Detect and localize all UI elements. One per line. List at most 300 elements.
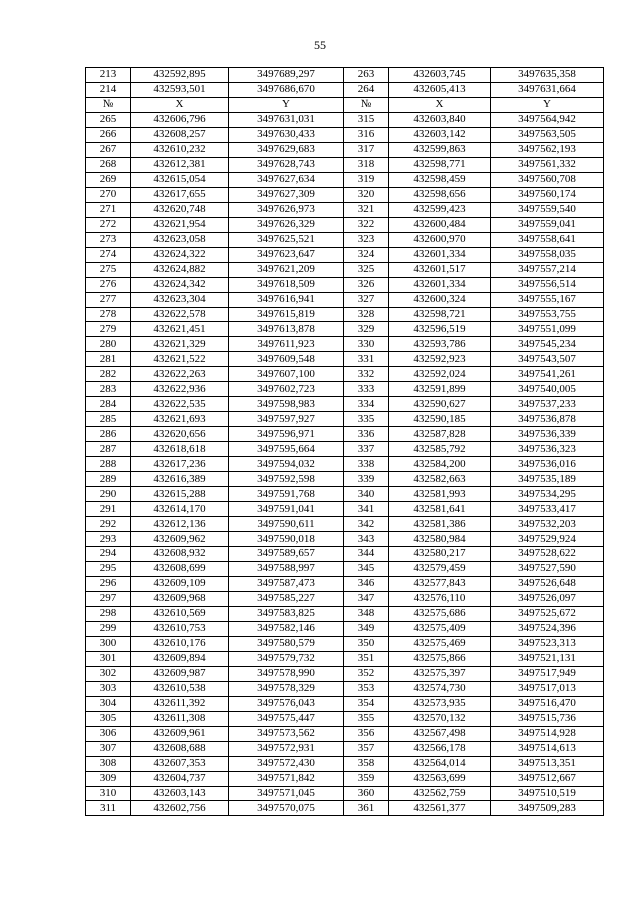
table-cell: 346 (344, 576, 389, 591)
table-cell: 302 (86, 666, 131, 681)
table-cell: 432590,627 (389, 397, 491, 412)
table-cell: 432576,110 (389, 591, 491, 606)
table-cell: 432598,771 (389, 157, 491, 172)
table-cell: 3497537,233 (491, 397, 604, 412)
table-cell: 3497580,579 (229, 636, 344, 651)
table-cell: 359 (344, 771, 389, 786)
table-cell: 333 (344, 382, 389, 397)
table-row (86, 127, 604, 142)
table-cell: 287 (86, 442, 131, 457)
table-cell: 432562,759 (389, 786, 491, 801)
table-cell: 348 (344, 606, 389, 621)
table-cell: 3497526,648 (491, 576, 604, 591)
table-cell: 271 (86, 202, 131, 217)
table-cell: 3497562,193 (491, 142, 604, 157)
table-cell: 432580,984 (389, 532, 491, 547)
table-cell: 3497618,509 (229, 277, 344, 292)
table-cell: 432608,932 (131, 547, 229, 562)
table-cell: 273 (86, 232, 131, 247)
table-cell: 432585,792 (389, 442, 491, 457)
table-cell: 432610,176 (131, 636, 229, 651)
table-row (86, 262, 604, 277)
table-cell: 336 (344, 427, 389, 442)
table-cell: 281 (86, 352, 131, 367)
table-row (86, 82, 604, 97)
table-cell: 432611,392 (131, 696, 229, 711)
table-row (86, 547, 604, 562)
table-cell: 432603,840 (389, 112, 491, 127)
table-cell: 432587,828 (389, 427, 491, 442)
table-cell: 319 (344, 172, 389, 187)
table-cell: 3497609,548 (229, 352, 344, 367)
table-cell: 304 (86, 696, 131, 711)
table-cell: 269 (86, 172, 131, 187)
table-cell: 288 (86, 457, 131, 472)
table-cell: 347 (344, 591, 389, 606)
table-row (86, 621, 604, 636)
table-cell: 3497536,878 (491, 412, 604, 427)
table-cell: 289 (86, 472, 131, 487)
table-cell: 298 (86, 606, 131, 621)
table-cell: 3497558,641 (491, 232, 604, 247)
table-cell: 3497528,622 (491, 547, 604, 562)
table-cell: 3497560,708 (491, 172, 604, 187)
table-cell: 351 (344, 651, 389, 666)
table-cell: 432584,200 (389, 457, 491, 472)
table-cell: 432612,136 (131, 517, 229, 532)
table-row (86, 172, 604, 187)
table-cell: 432621,451 (131, 322, 229, 337)
table-cell: 432592,923 (389, 352, 491, 367)
table-cell: 332 (344, 367, 389, 382)
table-cell: 340 (344, 487, 389, 502)
table-cell: 345 (344, 561, 389, 576)
table-cell: 432612,381 (131, 157, 229, 172)
table-cell: 3497615,819 (229, 307, 344, 322)
table-row (86, 142, 604, 157)
table-cell: 432600,484 (389, 217, 491, 232)
table-cell: 3497541,261 (491, 367, 604, 382)
header-cell: Y (491, 97, 604, 112)
table-cell: 275 (86, 262, 131, 277)
table-row (86, 397, 604, 412)
table-cell: 3497582,146 (229, 621, 344, 636)
table-row (86, 756, 604, 771)
table-cell: 432603,143 (131, 786, 229, 801)
table-cell: 331 (344, 352, 389, 367)
table-cell: 432596,519 (389, 322, 491, 337)
table-row (86, 412, 604, 427)
table-cell: 432575,469 (389, 636, 491, 651)
table-cell: 432581,993 (389, 487, 491, 502)
table-cell: 3497536,339 (491, 427, 604, 442)
table-cell: 3497545,234 (491, 337, 604, 352)
table-cell: 432609,968 (131, 591, 229, 606)
table-cell: 3497602,723 (229, 382, 344, 397)
table-row (86, 561, 604, 576)
table-cell: 282 (86, 367, 131, 382)
table-cell: 355 (344, 711, 389, 726)
table-cell: 3497578,990 (229, 666, 344, 681)
table-row (86, 427, 604, 442)
table-cell: 432567,498 (389, 726, 491, 741)
table-cell: 432621,693 (131, 412, 229, 427)
table-row (86, 532, 604, 547)
table-row (86, 472, 604, 487)
table-header-row (86, 97, 604, 112)
table-cell: 3497526,097 (491, 591, 604, 606)
table-cell: 3497564,942 (491, 112, 604, 127)
table-cell: 361 (344, 801, 389, 816)
table-cell: 3497510,519 (491, 786, 604, 801)
table-cell: 3497576,043 (229, 696, 344, 711)
table-cell: 432608,699 (131, 561, 229, 576)
table-row (86, 68, 604, 83)
table-cell: 432563,699 (389, 771, 491, 786)
table-row (86, 771, 604, 786)
table-cell: 3497635,358 (491, 68, 604, 83)
table-row (86, 696, 604, 711)
table-cell: 432622,263 (131, 367, 229, 382)
table-cell: 266 (86, 127, 131, 142)
table-cell: 432623,058 (131, 232, 229, 247)
table-cell: 354 (344, 696, 389, 711)
table-cell: 3497625,521 (229, 232, 344, 247)
table-cell: 311 (86, 801, 131, 816)
table-row (86, 666, 604, 681)
table-cell: 324 (344, 247, 389, 262)
table-cell: 432622,578 (131, 307, 229, 322)
table-cell: 432600,970 (389, 232, 491, 247)
table-cell: 432603,142 (389, 127, 491, 142)
coordinates-table-body (86, 68, 604, 816)
table-cell: 432610,538 (131, 681, 229, 696)
table-cell: 265 (86, 112, 131, 127)
table-cell: 3497611,923 (229, 337, 344, 352)
table-cell: 3497536,323 (491, 442, 604, 457)
table-cell: 299 (86, 621, 131, 636)
table-cell: 3497594,032 (229, 457, 344, 472)
table-row (86, 487, 604, 502)
table-cell: 323 (344, 232, 389, 247)
table-cell: 432624,342 (131, 277, 229, 292)
table-cell: 3497535,189 (491, 472, 604, 487)
table-cell: 315 (344, 112, 389, 127)
table-row (86, 157, 604, 172)
table-cell: 3497686,670 (229, 82, 344, 97)
table-cell: 3497628,743 (229, 157, 344, 172)
table-row (86, 322, 604, 337)
table-cell: 432605,413 (389, 82, 491, 97)
table-cell: 3497591,768 (229, 487, 344, 502)
table-cell: 3497524,396 (491, 621, 604, 636)
table-cell: 432609,894 (131, 651, 229, 666)
table-cell: 276 (86, 277, 131, 292)
table-cell: 432580,217 (389, 547, 491, 562)
table-cell: 3497523,313 (491, 636, 604, 651)
table-cell: 3497626,973 (229, 202, 344, 217)
table-cell: 278 (86, 307, 131, 322)
table-cell: 3497588,997 (229, 561, 344, 576)
table-cell: 432593,501 (131, 82, 229, 97)
table-cell: 3497512,667 (491, 771, 604, 786)
table-cell: 432608,688 (131, 741, 229, 756)
table-cell: 334 (344, 397, 389, 412)
table-cell: 344 (344, 547, 389, 562)
table-cell: 338 (344, 457, 389, 472)
table-cell: 432601,334 (389, 277, 491, 292)
table-cell: 310 (86, 786, 131, 801)
table-cell: 290 (86, 487, 131, 502)
table-cell: 3497571,045 (229, 786, 344, 801)
table-row (86, 352, 604, 367)
table-row (86, 517, 604, 532)
table-row (86, 636, 604, 651)
table-cell: 300 (86, 636, 131, 651)
table-cell: 285 (86, 412, 131, 427)
table-cell: 353 (344, 681, 389, 696)
table-cell: 432598,656 (389, 187, 491, 202)
table-cell: 3497513,351 (491, 756, 604, 771)
table-cell: 358 (344, 756, 389, 771)
table-cell: 432609,962 (131, 532, 229, 547)
table-cell: 3497607,100 (229, 367, 344, 382)
table-cell: 292 (86, 517, 131, 532)
table-cell: 3497689,297 (229, 68, 344, 83)
table-cell: 277 (86, 292, 131, 307)
table-row (86, 726, 604, 741)
table-cell: 3497514,613 (491, 741, 604, 756)
table-row (86, 502, 604, 517)
table-cell: 3497616,941 (229, 292, 344, 307)
table-row (86, 382, 604, 397)
table-cell: 432610,569 (131, 606, 229, 621)
table-cell: 3497559,540 (491, 202, 604, 217)
table-cell: 432609,987 (131, 666, 229, 681)
table-cell: 270 (86, 187, 131, 202)
table-cell: 3497525,672 (491, 606, 604, 621)
header-cell: № (86, 97, 131, 112)
table-cell: 301 (86, 651, 131, 666)
table-cell: 3497532,203 (491, 517, 604, 532)
table-cell: 432608,257 (131, 127, 229, 142)
table-cell: 432621,329 (131, 337, 229, 352)
table-cell: 3497521,131 (491, 651, 604, 666)
table-cell: 432599,863 (389, 142, 491, 157)
table-cell: 321 (344, 202, 389, 217)
table-row (86, 786, 604, 801)
table-cell: 283 (86, 382, 131, 397)
table-row (86, 711, 604, 726)
table-row (86, 232, 604, 247)
table-row (86, 681, 604, 696)
table-cell: 432601,334 (389, 247, 491, 262)
table-row (86, 606, 604, 621)
table-cell: 432570,132 (389, 711, 491, 726)
page-number: 55 (314, 38, 326, 52)
table-cell: 339 (344, 472, 389, 487)
table-cell: 263 (344, 68, 389, 83)
table-cell: 3497627,309 (229, 187, 344, 202)
table-cell: 3497583,825 (229, 606, 344, 621)
table-row (86, 576, 604, 591)
table-cell: 432566,178 (389, 741, 491, 756)
table-cell: 432575,686 (389, 606, 491, 621)
table-cell: 305 (86, 711, 131, 726)
table-cell: 432581,386 (389, 517, 491, 532)
table-cell: 3497529,924 (491, 532, 604, 547)
table-cell: 3497587,473 (229, 576, 344, 591)
table-cell: 330 (344, 337, 389, 352)
table-cell: 316 (344, 127, 389, 142)
table-cell: 337 (344, 442, 389, 457)
header-cell: X (389, 97, 491, 112)
table-cell: 3497589,657 (229, 547, 344, 562)
table-row (86, 457, 604, 472)
table-cell: 432607,353 (131, 756, 229, 771)
table-cell: 432616,389 (131, 472, 229, 487)
header-cell: X (131, 97, 229, 112)
table-cell: 317 (344, 142, 389, 157)
table-row (86, 367, 604, 382)
table-cell: 268 (86, 157, 131, 172)
table-cell: 322 (344, 217, 389, 232)
table-cell: 3497627,634 (229, 172, 344, 187)
table-cell: 432610,753 (131, 621, 229, 636)
table-cell: 432614,170 (131, 502, 229, 517)
table-cell: 3497558,035 (491, 247, 604, 262)
table-cell: 3497514,928 (491, 726, 604, 741)
table-cell: 3497621,209 (229, 262, 344, 277)
table-cell: 274 (86, 247, 131, 262)
table-cell: 357 (344, 741, 389, 756)
table-cell: 432615,288 (131, 487, 229, 502)
table-cell: 3497590,018 (229, 532, 344, 547)
table-row (86, 277, 604, 292)
table-cell: 264 (344, 82, 389, 97)
table-cell: 326 (344, 277, 389, 292)
table-row (86, 202, 604, 217)
table-cell: 432591,899 (389, 382, 491, 397)
table-row (86, 442, 604, 457)
table-cell: 320 (344, 187, 389, 202)
table-cell: 432592,895 (131, 68, 229, 83)
table-cell: 318 (344, 157, 389, 172)
table-cell: 432575,409 (389, 621, 491, 636)
table-cell: 432561,377 (389, 801, 491, 816)
table-cell: 3497631,664 (491, 82, 604, 97)
table-cell: 295 (86, 561, 131, 576)
table-cell: 432600,324 (389, 292, 491, 307)
table-cell: 284 (86, 397, 131, 412)
table-cell: 3497598,983 (229, 397, 344, 412)
table-cell: 3497553,755 (491, 307, 604, 322)
table-cell: 3497592,598 (229, 472, 344, 487)
table-cell: 349 (344, 621, 389, 636)
table-cell: 272 (86, 217, 131, 232)
table-cell: 432609,961 (131, 726, 229, 741)
table-row (86, 741, 604, 756)
table-cell: 341 (344, 502, 389, 517)
table-cell: 3497533,417 (491, 502, 604, 517)
table-cell: 309 (86, 771, 131, 786)
table-cell: 3497596,971 (229, 427, 344, 442)
table-row (86, 187, 604, 202)
table-cell: 3497573,562 (229, 726, 344, 741)
table-cell: 3497575,447 (229, 711, 344, 726)
table-cell: 432620,656 (131, 427, 229, 442)
table-cell: 307 (86, 741, 131, 756)
table-cell: 3497623,647 (229, 247, 344, 262)
table-cell: 432624,322 (131, 247, 229, 262)
table-cell: 350 (344, 636, 389, 651)
table-cell: 432579,459 (389, 561, 491, 576)
table-cell: 432622,936 (131, 382, 229, 397)
table-cell: 3497509,283 (491, 801, 604, 816)
table-cell: 3497527,590 (491, 561, 604, 576)
table-cell: 3497515,736 (491, 711, 604, 726)
table-cell: 432610,232 (131, 142, 229, 157)
table-cell: 3497597,927 (229, 412, 344, 427)
table-cell: 432623,304 (131, 292, 229, 307)
table-cell: 432611,308 (131, 711, 229, 726)
table-cell: 213 (86, 68, 131, 83)
table-row (86, 307, 604, 322)
table-cell: 286 (86, 427, 131, 442)
table-cell: 432606,796 (131, 112, 229, 127)
table-cell: 3497629,683 (229, 142, 344, 157)
table-cell: 3497536,016 (491, 457, 604, 472)
table-cell: 329 (344, 322, 389, 337)
table-cell: 432575,866 (389, 651, 491, 666)
table-cell: 325 (344, 262, 389, 277)
table-cell: 3497570,075 (229, 801, 344, 816)
table-cell: 432581,641 (389, 502, 491, 517)
table-row (86, 591, 604, 606)
table-cell: 3497578,329 (229, 681, 344, 696)
table-row (86, 337, 604, 352)
table-cell: 432620,748 (131, 202, 229, 217)
table-cell: 3497590,611 (229, 517, 344, 532)
table-cell: 432575,397 (389, 666, 491, 681)
table-cell: 3497555,167 (491, 292, 604, 307)
table-cell: 432603,745 (389, 68, 491, 83)
table-cell: 297 (86, 591, 131, 606)
table-cell: 3497630,433 (229, 127, 344, 142)
table-cell: 293 (86, 532, 131, 547)
table-cell: 3497551,099 (491, 322, 604, 337)
table-row (86, 247, 604, 262)
table-cell: 432574,730 (389, 681, 491, 696)
table-cell: 327 (344, 292, 389, 307)
table-cell: 3497572,931 (229, 741, 344, 756)
table-cell: 432592,024 (389, 367, 491, 382)
table-cell: 3497579,732 (229, 651, 344, 666)
table-cell: 432622,535 (131, 397, 229, 412)
table-cell: 3497516,470 (491, 696, 604, 711)
table-cell: 3497563,505 (491, 127, 604, 142)
table-cell: 432601,517 (389, 262, 491, 277)
table-row (86, 217, 604, 232)
table-cell: 3497626,329 (229, 217, 344, 232)
table-cell: 3497557,214 (491, 262, 604, 277)
table-cell: 432593,786 (389, 337, 491, 352)
table-row (86, 292, 604, 307)
table-row (86, 651, 604, 666)
table-cell: 214 (86, 82, 131, 97)
table-cell: 432615,054 (131, 172, 229, 187)
table-cell: 432621,522 (131, 352, 229, 367)
